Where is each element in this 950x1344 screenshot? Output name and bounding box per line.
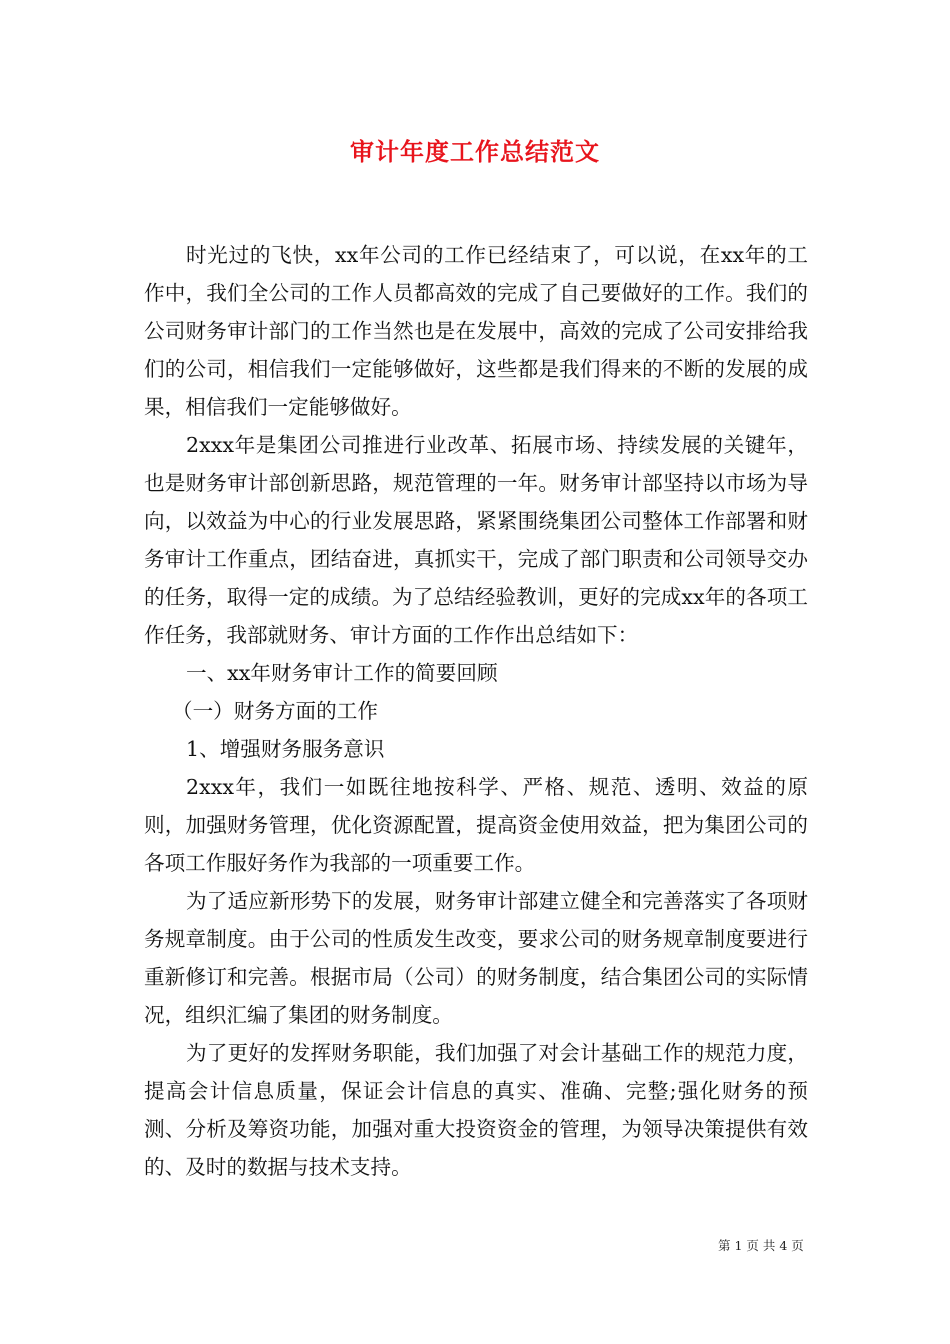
- document-body: [144, 236, 808, 1186]
- paragraph-financial-service: 2xxx年，我们一如既往地按科学、严格、规范、透明、效益的原则，加强财务管理，优化资源配置，提高资金使用效益，把为集团公司的各项工作服好务作为我部的一项重要工作。: [144, 775, 808, 875]
- document-title: 审计年度工作总结范文: [350, 138, 600, 166]
- paragraph-accounting-basics: 为了更好的发挥财务职能，我们加强了对会计基础工作的规范力度，提高会计信息质量，保证会计信息的真实、准确、完整;强化财务的预测、分析及筹资功能，加强对重大投资资金的管理，为领导决策提供有效的、及时的数据与技术支持。: [144, 1041, 808, 1179]
- page-indicator: 第 1 页 共 4 页: [718, 1238, 804, 1253]
- paragraph-regulations: 为了适应新形势下的发展，财务审计部建立健全和完善落实了各项财务规章制度。由于公司的性质发生改变，要求公司的财务规章制度要进行重新修订和完善。根据市局（公司）的财务制度，结合集团公司的实际情况，组织汇编了集团的财务制度。: [144, 889, 808, 1027]
- item-heading-1: 1、增强财务服务意识: [186, 737, 385, 761]
- subsection-heading-1: （一）财务方面的工作: [172, 699, 378, 723]
- paragraph-overview: 2xxx年是集团公司推进行业改革、拓展市场、持续发展的关键年，也是财务审计部创新思路，规范管理的一年。财务审计部坚持以市场为导向，以效益为中心的行业发展思路，紧紧围绕集团公司整体工作部署和财务审计工作重点，团结奋进，真抓实干，完成了部门职责和公司领导交办的任务，取得一定的成绩。为了总结经验教训，更好的完成xx年的各项工作任务，我部就财务、审计方面的工作作出总结如下：: [144, 433, 808, 647]
- section-heading-1: 一、xx年财务审计工作的简要回顾: [186, 661, 498, 685]
- paragraph-intro: 时光过的飞快，xx年公司的工作已经结束了，可以说，在xx年的工作中，我们全公司的工作人员都高效的完成了自己要做好的工作。我们的公司财务审计部门的工作当然也是在发展中，高效的完成了公司安排给我们的公司，相信我们一定能够做好，这些都是我们得来的不断的发展的成果，相信我们一定能够做好。: [144, 243, 808, 419]
